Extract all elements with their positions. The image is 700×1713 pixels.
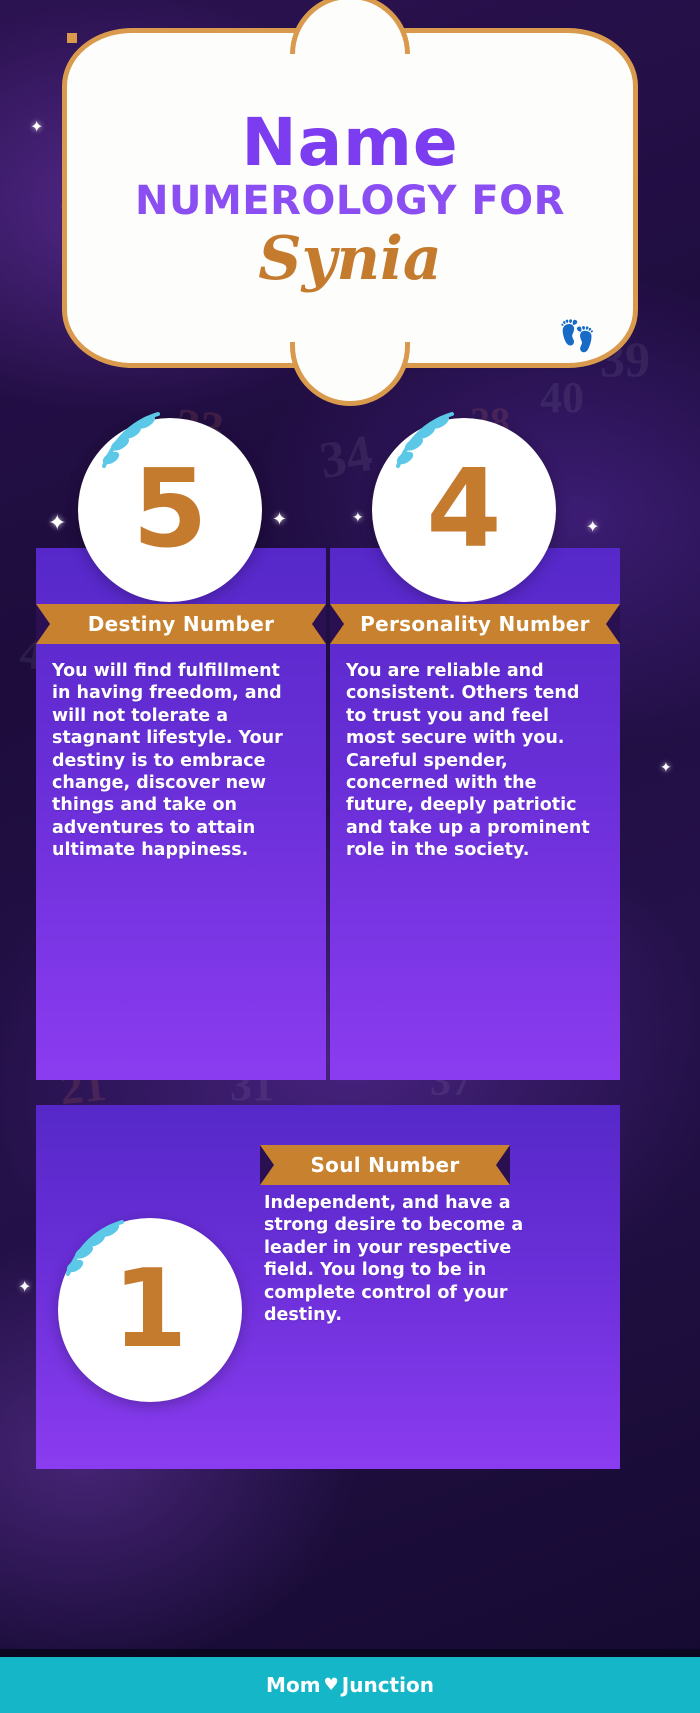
soul-description: Independent, and have a strong desire to become a leader in your respective field. You long to be in complete control of your destiny.	[264, 1193, 524, 1325]
page-title-line2: NUMEROLOGY FOR	[135, 178, 565, 224]
soul-label: Soul Number	[310, 1153, 460, 1177]
page-title-name: Synia	[258, 224, 442, 294]
star-icon: ✦	[48, 510, 67, 535]
destiny-description: You will find fulfillment in having freedom, and will not tolerate a stagnant lifestyle. Your destiny is to embrace change, discover new things and take on adventures to attain ultimate happiness.	[52, 661, 283, 861]
page-title-line1: Name	[241, 104, 459, 181]
brand-second: Junction	[341, 1673, 434, 1697]
destiny-label: Destiny Number	[87, 612, 275, 636]
bg-number: 39	[600, 331, 650, 387]
star-icon: ✦	[18, 1279, 32, 1296]
destiny-number-circle	[78, 418, 262, 602]
bg-number: 31	[230, 1061, 274, 1110]
personality-number-circle	[372, 418, 556, 602]
soul-number-value: 1	[112, 1247, 188, 1372]
footer-separator	[0, 1649, 700, 1657]
bg-number: 37	[430, 1059, 472, 1105]
star-icon: ✦	[352, 509, 364, 525]
personality-label: Personality Number	[360, 612, 590, 636]
star-icon: ✦	[30, 119, 44, 136]
personality-label-ribbon	[330, 604, 620, 644]
title-content	[62, 28, 638, 368]
title-banner	[62, 28, 638, 368]
momjunction-logo[interactable]	[266, 1673, 434, 1697]
star-icon: ✦	[660, 759, 672, 775]
personality-description: You are reliable and consistent. Others tend to trust you and feel most secure with you. Careful spender, concerned with the future, deeply patriotic and take up a prominent role in the society.	[346, 661, 590, 861]
soul-label-ribbon	[260, 1145, 510, 1185]
destiny-number-value: 5	[132, 447, 208, 572]
brand-first: Mom	[266, 1673, 321, 1697]
baby-feet-icon: 👣	[558, 320, 592, 353]
star-icon: ✦	[586, 519, 600, 536]
bg-number: 34	[315, 424, 377, 491]
personality-number-value: 4	[426, 447, 502, 572]
bg-number: 40	[540, 373, 584, 422]
bg-number: 21	[57, 1058, 109, 1115]
footer-bar	[0, 1657, 700, 1713]
star-icon: ✦	[272, 509, 288, 529]
soul-number-circle	[58, 1218, 242, 1402]
destiny-label-ribbon	[36, 604, 326, 644]
heart-icon: ♥	[323, 1675, 339, 1695]
